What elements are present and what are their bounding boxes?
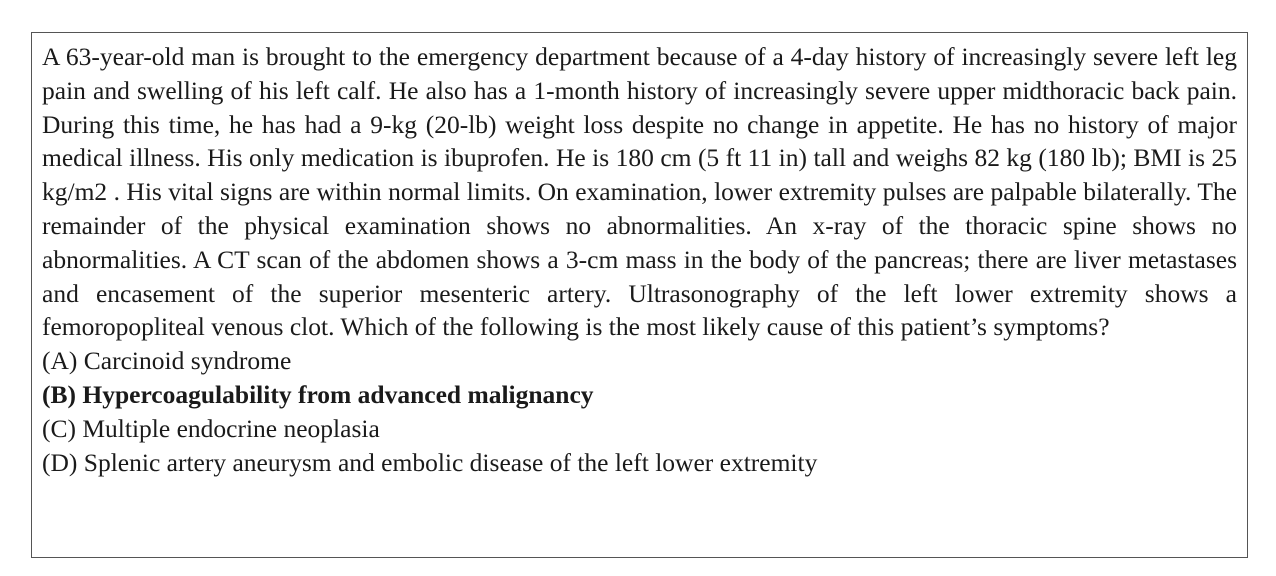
option-b-correct-answer: (B) Hypercoagulability from advanced malignancy (42, 379, 594, 409)
option-d: (D) Splenic artery aneurysm and embolic disease of the left lower extremity (42, 447, 818, 477)
option-c: (C) Multiple endocrine neoplasia (42, 413, 380, 443)
option-a: (A) Carcinoid syndrome (42, 346, 292, 376)
question-box (31, 32, 1248, 558)
question-stem: A 63-year-old man is brought to the emergency department because of a 4-day history of increasingly severe left leg pain and swelling of his left calf. He also has a 1-month history of increasingly severe upper midthoracic back pain. During this time, he has had a 9-kg (20-lb) weight loss despite no change in appetite. He has no history of major medical illness. His only medication is ibuprofen. He is 180 cm (5 ft 11 in) tall and weighs 82 kg (180 lb); BMI is 25 kg/m2 . His vital signs are within normal limits. On examination, lower extremity pulses are palpable bilaterally. The remainder of the physical examination shows no abnormalities. An x-ray of the thoracic spine shows no abnormalities. A CT scan of the abdomen shows a 3-cm mass in the body of the pancreas; there are liver metastases and encasement of the superior mesenteric artery. Ultrasonography of the left lower extremity shows a femoropopliteal venous clot. Which of the following is the most likely cause of this patient’s symptoms? (42, 42, 1237, 342)
answer-options (42, 344, 1237, 479)
